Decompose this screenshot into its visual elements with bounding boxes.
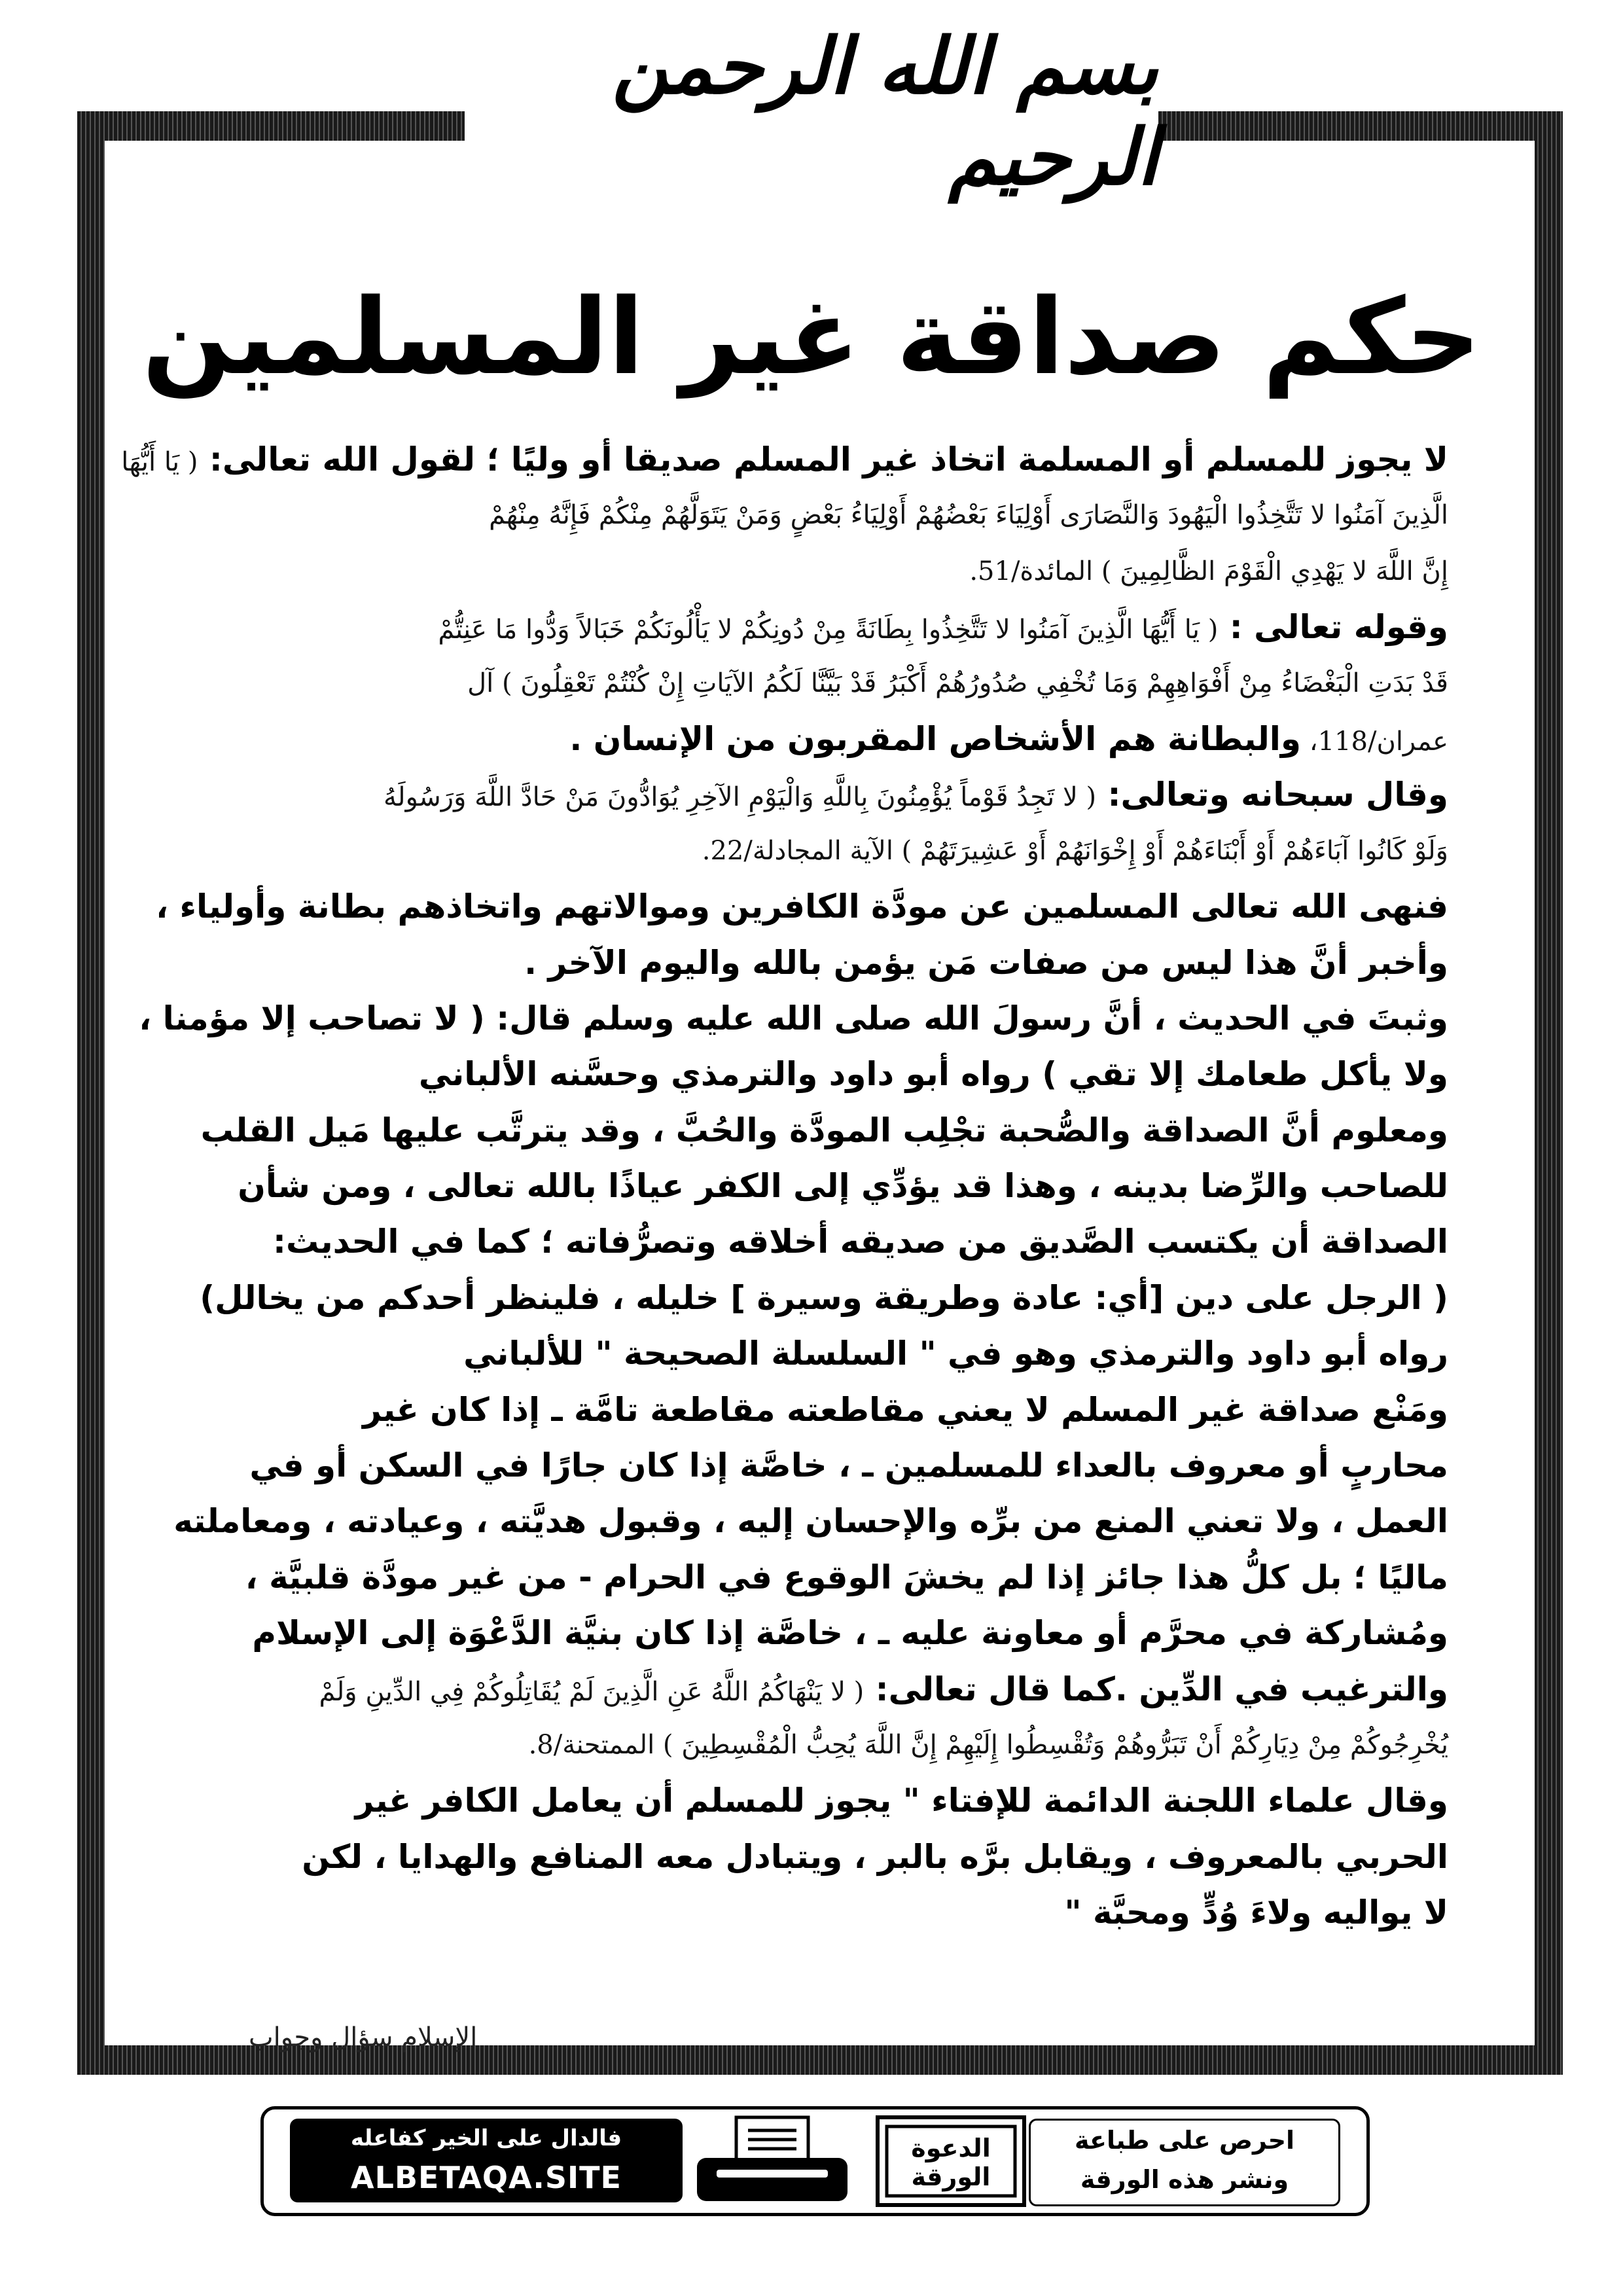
text-line [175, 1717, 1448, 1773]
bold-text: وقال سبحانه وتعالى: [1096, 776, 1448, 814]
print-reminder-line2: ونشر هذه الورقة [1080, 2165, 1289, 2194]
quote-text: قَدْ بَدَتِ الْبَغْضَاءُ مِنْ أَفْوَاهِهِمْ وَمَا تُخْفِي صُدُورُهُمْ أَكْبَرُ قَدْ بَيَّنَّا لَكُمُ الآيَاتِ إِنْ كُنْتُمْ تَعْقِلُونَ ) آل [467, 668, 1448, 698]
quote-text: ( لا تَجِدُ قَوْماً يُؤْمِنُونَ بِاللَّهِ وَالْيَوْمِ الآخِرِ يُوَادُّونَ مَنْ حَادَّ اللَّهَ وَرَسُولَهُ [383, 782, 1097, 813]
text-line [175, 1550, 1448, 1605]
basmala: بسم الله الرحمن الرحيم [465, 33, 1158, 190]
logo-emblem [872, 2113, 1029, 2209]
bold-text: ولا يأكل طعامك إلا تقي ) رواه أبو داود والترمذي وحسَّنه الألباني [418, 1055, 1448, 1094]
text-line [175, 1829, 1448, 1885]
quote-text: يُخْرِجُوكُمْ مِنْ دِيَارِكُمْ أَنْ تَبَرُّوهُمْ وَتُقْسِطُوا إِلَيْهِمْ إِنَّ اللَّهَ يُحِبُّ الْمُقْسِطِينَ ) الممتحنة/8. [528, 1729, 1448, 1760]
text-line [175, 1103, 1448, 1158]
printer-icon [690, 2115, 854, 2206]
text-line [175, 1605, 1448, 1661]
quote-text: إِنَّ اللَّهَ لا يَهْدِي الْقَوْمَ الظَّالِمِينَ ) المائدة/51. [969, 556, 1448, 586]
website-url[interactable]: ALBETAQA.SITE [351, 2160, 622, 2195]
text-line [175, 1662, 1448, 1717]
svg-text:الورقة: الورقة [911, 2162, 991, 2191]
text-line [139, 991, 1448, 1047]
bold-text: وأخبر أنَّ هذا ليس من صفات مَن يؤمن بالله واليوم الآخر . [524, 943, 1448, 982]
bold-text: ومعلوم أنَّ الصداقة والصُّحبة تجْلِب المودَّة والحُبَّ ، وقد يترتَّب عليها مَيل القلب [200, 1111, 1448, 1149]
footer-motto: فالدال على الخير كفاعله [350, 2125, 622, 2151]
bold-text: والبطانة هم الأشخاص المقربون من الإنسان . [569, 719, 1301, 758]
text-line [121, 432, 1448, 488]
svg-text:الدعوة: الدعوة [911, 2134, 991, 2162]
quote-text: الَّذِينَ آمَنُوا لا تَتَّخِذُوا الْيَهُودَ وَالنَّصَارَى أَوْلِيَاءَ بَعْضُهُمْ أَوْلِيَاءُ بَعْضٍ وَمَنْ يَتَوَلَّهُمْ مِنْكُمْ فَإِنَّهُ مِنْهُمْ [489, 500, 1448, 531]
bold-text: فنهى الله تعالى المسلمين عن مودَّة الكافرين وموالاتهم واتخاذهم بطانة وأولياء ، [156, 888, 1448, 926]
text-line [175, 488, 1448, 543]
footer-bar [260, 2106, 1370, 2216]
quote-text: ( يَا أَيُّهَا [121, 447, 198, 477]
text-line [175, 1214, 1448, 1270]
text-line [175, 1382, 1448, 1438]
bold-text: ومُشاركة في محرَّم أو معاونة عليه ـ ، خاصَّة إذا كان بنيَّة الدَّعْوَة إلى الإسلام [252, 1614, 1448, 1653]
bold-text: للصاحب والرِّضا بدينه ، وهذا قد يؤدِّي إلى الكفر عياذًا بالله تعالى ، ومن شأن [238, 1167, 1448, 1206]
text-line [175, 1158, 1448, 1214]
bold-text: الصداقة أن يكتسب الصَّديق من صديقه أخلاقه وتصرُّفاته ؛ كما في الحديث: [272, 1223, 1448, 1261]
quote-text: ( يَا أَيُّهَا الَّذِينَ آمَنُوا لا تَتَّخِذُوا بِطَانَةً مِنْ دُونِكُمْ لا يَأْلُونَكُمْ خَبَالاً وَدُّوا مَا عَنِتُّمْ [438, 615, 1219, 645]
bold-text: ماليًا ؛ بل كلُّ هذا جائز إذا لم يخشَ الوقوع في الحرام - من غير مودَّة قلبيَّة ، [245, 1558, 1448, 1596]
text-line [175, 1773, 1448, 1829]
bold-text: ومَنْع صداقة غير المسلم لا يعني مقاطعته مقاطعة تامَّة ـ إذا كان غير [363, 1390, 1448, 1429]
bold-text: لا يجوز للمسلم أو المسلمة اتخاذ غير المسلم صديقا أو وليًا ؛ لقول الله تعالى: [198, 440, 1448, 478]
text-line [175, 1326, 1448, 1382]
text-line [175, 767, 1448, 823]
bold-text: وقوله تعالى : [1218, 608, 1448, 647]
text-line [175, 1047, 1448, 1102]
text-line [175, 935, 1448, 991]
quote-text: عمران/118، [1300, 726, 1448, 757]
text-line [175, 711, 1448, 767]
text-line [175, 1494, 1448, 1549]
bold-text: وقال علماء اللجنة الدائمة للإفتاء " يجوز للمسلم أن يعامل الكافر غير [355, 1782, 1448, 1820]
quote-text: ( لا يَنْهَاكُمُ اللَّهُ عَنِ الَّذِينَ لَمْ يُقَاتِلُوكُمْ فِي الدِّينِ وَلَمْ [319, 1676, 865, 1707]
bold-text: العمل ، ولا تعني المنع من برِّه والإحسان إليه ، وقبول هديَّته ، وعيادته ، ومعاملته [173, 1502, 1448, 1541]
text-line [175, 656, 1448, 711]
bold-text: والترغيب في الدِّين .كما قال تعالى: [864, 1670, 1448, 1708]
text-line [175, 544, 1448, 600]
website-box [290, 2119, 683, 2202]
bold-text: ( الرجل على دين [أي: عادة وطريقة وسيرة ] خليله ، فلينظر أحدكم من يخالل) [200, 1278, 1448, 1317]
text-line [175, 823, 1448, 879]
print-reminder [1029, 2119, 1340, 2206]
text-line [156, 879, 1448, 935]
bold-text: محاربٍ أو معروف بالعداء للمسلمين ـ ، خاصَّة إذا كان جارًا في السكن أو في [249, 1446, 1448, 1485]
page-title: حكم صداقة غير المسلمين [142, 276, 1481, 398]
print-reminder-line1: احرص على طباعة [1074, 2126, 1295, 2155]
article-body [121, 432, 1448, 1941]
text-line [175, 600, 1448, 655]
bold-text: لا يواليه ولاءَ وُدٍّ ومحبَّة " [1064, 1893, 1448, 1932]
source-credit: الإسلام سؤال وجواب [249, 2022, 478, 2053]
text-line [175, 1885, 1448, 1941]
text-line [175, 1270, 1448, 1326]
bold-text: الحربي بالمعروف ، ويقابل برَّه بالبر ، ويتبادل معه المنافع والهدايا ، لكن [302, 1837, 1448, 1876]
bold-text: وثبتَ في الحديث ، أنَّ رسولَ الله صلى الله عليه وسلم قال: ( لا تصاحب إلا مؤمنا ، [139, 999, 1448, 1037]
bold-text: رواه أبو داود والترمذي وهو في " السلسلة الصحيحة " للألباني [463, 1335, 1448, 1373]
text-line [175, 1438, 1448, 1494]
quote-text: وَلَوْ كَانُوا آبَاءَهُمْ أَوْ أَبْنَاءَهُمْ أَوْ إِخْوَانَهُمْ أَوْ عَشِيرَتَهُمْ ) الآية المجادلة/22. [702, 835, 1448, 866]
